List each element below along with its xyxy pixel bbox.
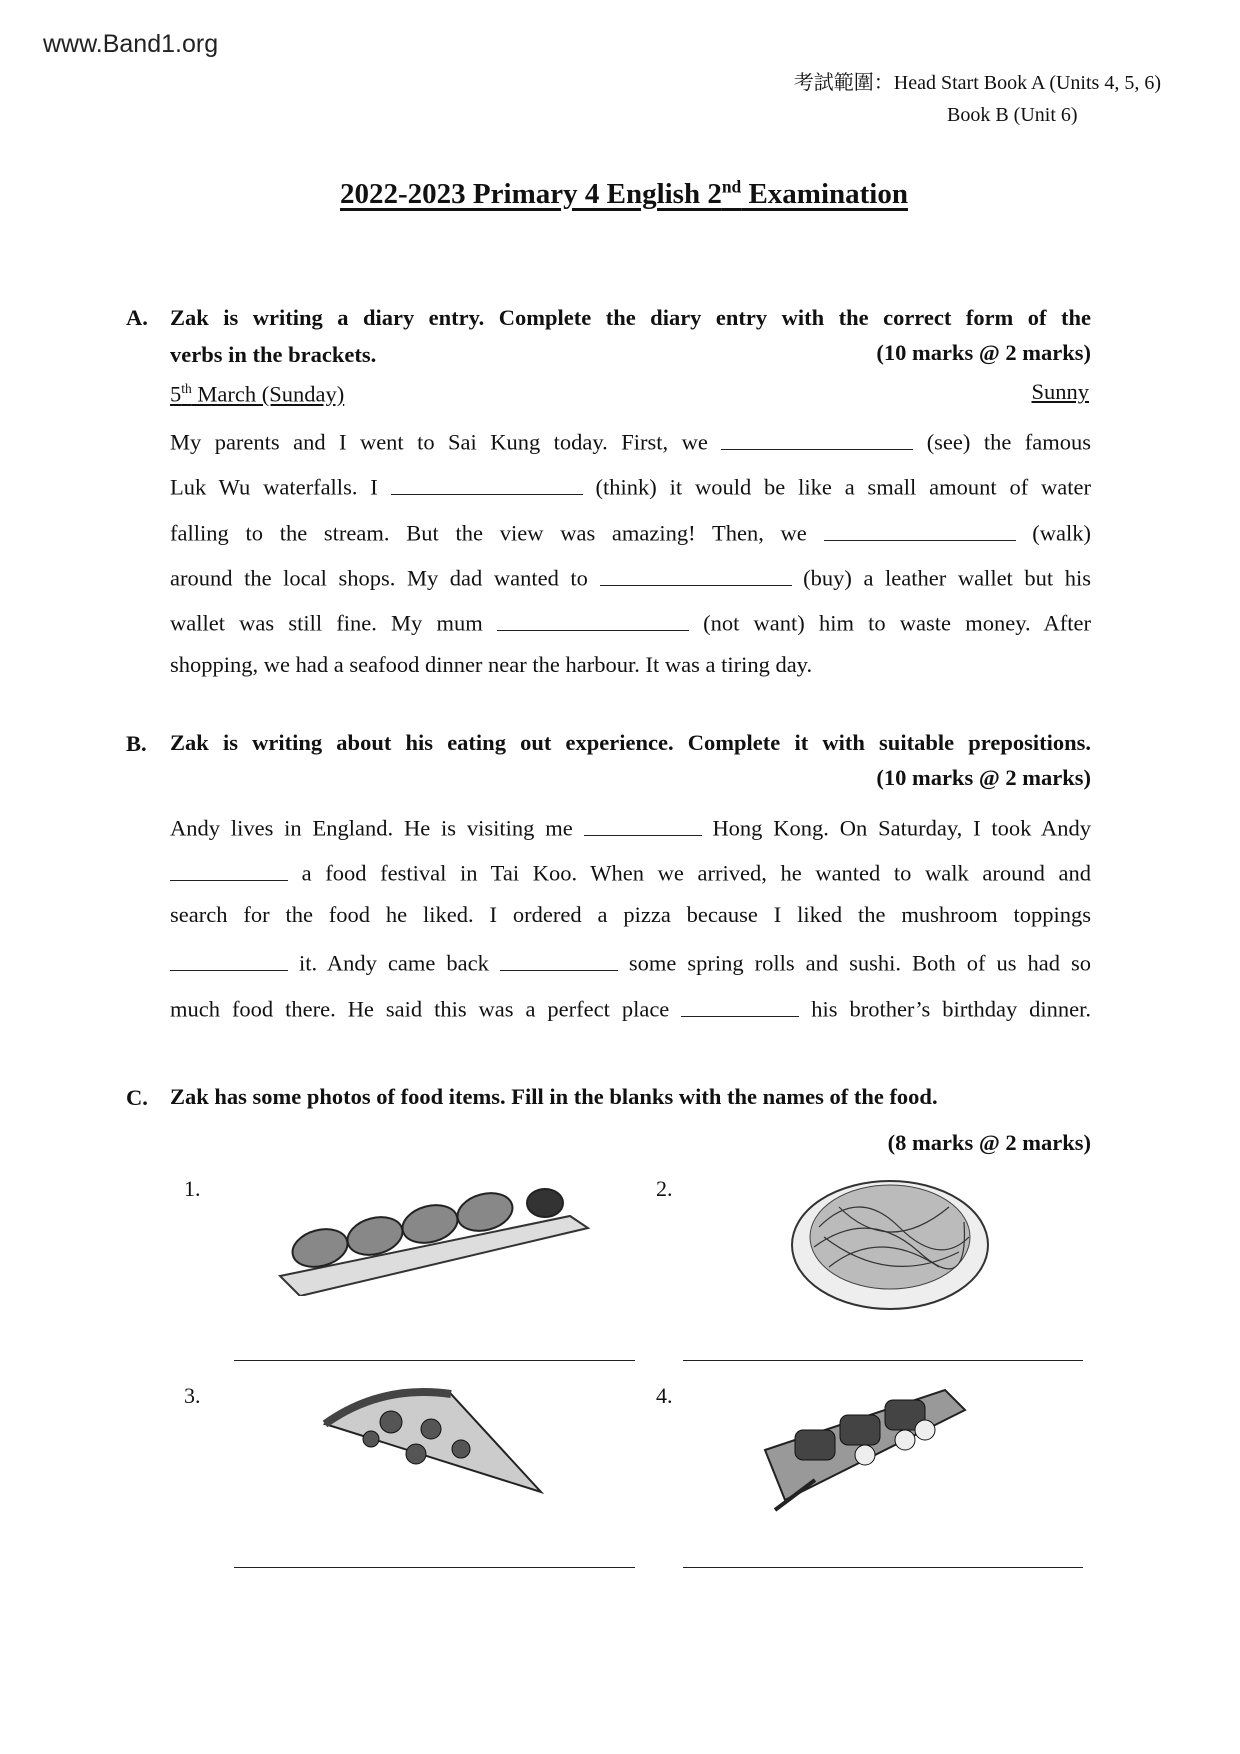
passage-line: Andy lives in England. He is visiting me Hong Kong. On Saturday, I took Andy <box>170 812 1091 842</box>
section-b-label: B. <box>126 731 147 756</box>
answer-line[interactable] <box>683 1567 1083 1568</box>
answer-blank[interactable] <box>500 947 618 971</box>
answer-blank[interactable] <box>170 947 288 971</box>
answer-blank[interactable] <box>391 471 583 495</box>
answer-blank[interactable] <box>824 517 1016 541</box>
diary-date: 5th March (Sunday) <box>170 381 345 407</box>
section-a-marks: (10 marks @ 2 marks) <box>876 340 1091 365</box>
diary-line: around the local shops. My dad wanted to (buy) a leather wallet but his <box>170 562 1091 592</box>
answer-blank[interactable] <box>497 607 689 631</box>
section-c-label: C. <box>126 1085 148 1110</box>
item-number: 4. <box>656 1383 673 1408</box>
answer-blank[interactable] <box>721 426 913 450</box>
pizza-image <box>321 1384 547 1494</box>
section-b-marks: (10 marks @ 2 marks) <box>876 765 1091 790</box>
answer-blank[interactable] <box>600 562 792 586</box>
item-number: 2. <box>656 1176 673 1201</box>
diary-line: My parents and I went to Sai Kung today. First, we (see) the famous <box>170 426 1091 456</box>
diary-weather: Sunny <box>1031 379 1089 404</box>
item-number: 3. <box>184 1383 201 1408</box>
answer-blank[interactable] <box>584 812 702 836</box>
section-c-instruction: Zak has some photos of food items. Fill in the blanks with the names of the food. <box>170 1084 938 1109</box>
passage-line: a food festival in Tai Koo. When we arrived, he wanted to walk around and <box>170 857 1091 887</box>
exam-scope: 考試範圍：Head Start Book A (Units 4, 5, 6) <box>793 72 1161 94</box>
answer-line[interactable] <box>234 1567 635 1568</box>
answer-blank[interactable] <box>170 857 288 881</box>
noodles-image <box>789 1167 992 1313</box>
page-title: 2022-2023 Primary 4 English 2nd Examination <box>340 176 908 210</box>
section-a-label: A. <box>126 305 148 330</box>
item-number: 1. <box>184 1176 201 1201</box>
answer-line[interactable] <box>234 1360 635 1361</box>
passage-line: search for the food he liked. I ordered a pizza because I liked the mushroom toppings <box>170 902 1091 927</box>
sushi-image <box>755 1370 969 1516</box>
section-a-instruction-2: verbs in the brackets. <box>170 342 377 367</box>
diary-line: wallet was still fine. My mum (not want) him to waste money. After <box>170 607 1091 637</box>
section-a-instruction: Zak is writing a diary entry. Complete the diary entry with the correct form of the <box>170 305 1091 330</box>
passage-line: it. Andy came back some spring rolls and sushi. Both of us had so <box>170 947 1091 977</box>
passage-line: much food there. He said this was a perfect place his brother’s birthday dinner. <box>170 993 1091 1023</box>
spring-rolls-image <box>270 1178 592 1296</box>
answer-blank[interactable] <box>681 993 799 1017</box>
diary-line: Luk Wu waterfalls. I (think) it would be like a small amount of water <box>170 471 1091 501</box>
answer-line[interactable] <box>683 1360 1083 1361</box>
section-c-marks: (8 marks @ 2 marks) <box>887 1130 1091 1155</box>
exam-scope-book-b: Book B (Unit 6) <box>947 104 1078 126</box>
watermark: www.Band1.org <box>43 30 219 58</box>
section-b-instruction: Zak is writing about his eating out experience. Complete it with suitable prepositions. <box>170 730 1091 755</box>
diary-line: falling to the stream. But the view was amazing! Then, we (walk) <box>170 517 1091 547</box>
diary-line: shopping, we had a seafood dinner near the harbour. It was a tiring day. <box>170 652 813 677</box>
